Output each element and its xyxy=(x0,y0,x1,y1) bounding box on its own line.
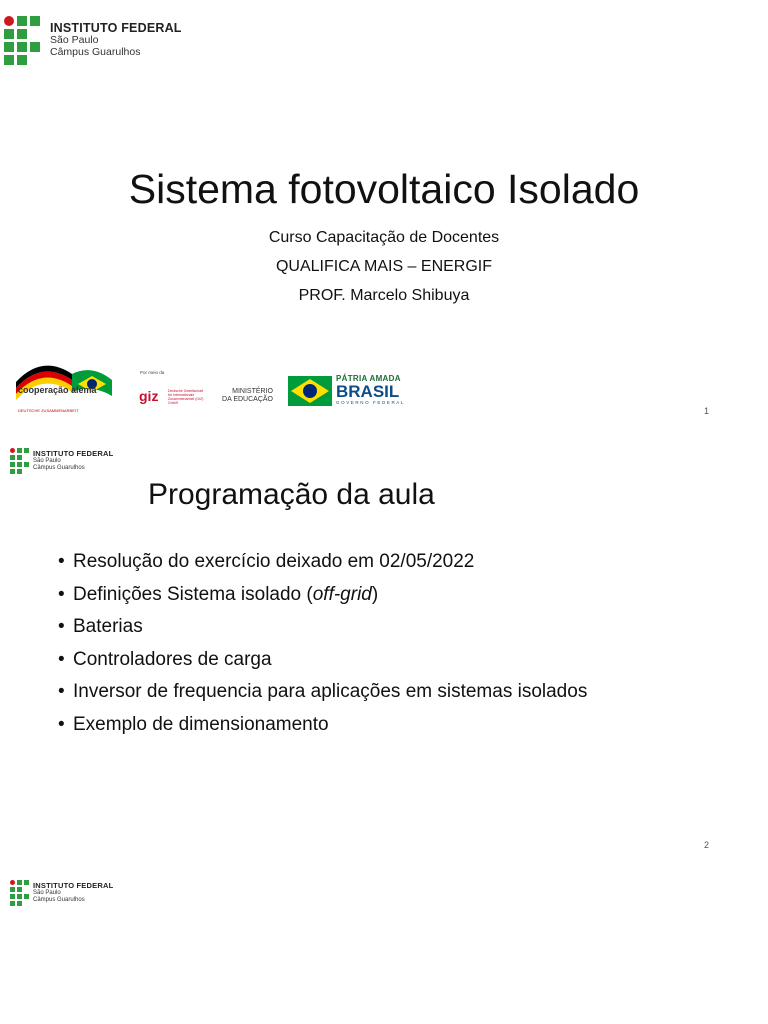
if-logo xyxy=(10,880,113,906)
bullet-list xyxy=(58,546,587,741)
if-logo-campus: Câmpus Guarulhos xyxy=(33,897,85,904)
brasil-main: BRASIL xyxy=(336,382,400,401)
list-item xyxy=(58,644,587,677)
if-logo-campus: Câmpus Guarulhos xyxy=(33,465,85,472)
slide-heading: Programação da aula xyxy=(148,478,435,511)
if-logo-state: São Paulo xyxy=(33,890,61,897)
slide-1 xyxy=(0,0,768,432)
bullet-marker: • xyxy=(58,648,65,670)
bullet-marker: • xyxy=(58,551,65,572)
slide-2 xyxy=(0,432,768,864)
subtitle-line-2: QUALIFICA MAIS – ENERGIF xyxy=(275,258,493,275)
list-item-text: Resolução do exercício deixado em 02/05/2022 xyxy=(73,551,475,572)
bullet-marker: • xyxy=(58,616,65,637)
bullet-marker: • xyxy=(58,583,65,605)
if-logo-mark xyxy=(4,16,40,64)
por-meio-label: Por meio da xyxy=(140,370,165,375)
brasil-top: PÁTRIA AMADA xyxy=(336,374,401,383)
slide-number-2: 2 xyxy=(703,840,709,850)
list-item-text: Definições Sistema isolado ( xyxy=(73,583,313,605)
list-item-text: Exemplo de dimensionamento xyxy=(73,713,329,735)
patria-amada-brasil-logo xyxy=(336,374,405,405)
subtitle-line-1: Curso Capacitação de Docentes xyxy=(268,229,500,246)
list-item xyxy=(58,546,587,579)
brazil-flag-icon xyxy=(288,376,332,406)
cooperation-label: cooperação alemã xyxy=(18,385,97,395)
list-item xyxy=(58,709,587,742)
partner-logos xyxy=(8,346,408,422)
bullet-marker: • xyxy=(58,713,65,735)
cooperation-sub: DEUTSCHE ZUSAMMENARBEIT xyxy=(18,408,79,413)
list-item-text: Controladores de carga xyxy=(73,648,272,670)
if-logo-state: São Paulo xyxy=(50,34,99,47)
subtitle-line-3: PROF. Marcelo Shibuya xyxy=(298,287,470,304)
if-logo-campus: Câmpus Guarulhos xyxy=(50,46,141,58)
list-item-text: Inversor de frequencia para aplicações em sistemas isolados xyxy=(73,681,588,702)
list-item xyxy=(58,611,587,644)
giz-sub: Deutsche Gesellschaft für Internationale Zusammenarbeit (GIZ) GmbH xyxy=(168,389,204,405)
brasil-sub: GOVERNO FEDERAL xyxy=(336,400,406,405)
slide-number-1: 1 xyxy=(703,406,709,416)
slide-3 xyxy=(0,864,768,1024)
list-item xyxy=(58,579,587,612)
if-logo xyxy=(10,448,113,474)
giz-logo: giz xyxy=(139,388,159,404)
mec-logo: MINISTÉRIO DA EDUCAÇÃO xyxy=(222,388,273,404)
if-logo-mark xyxy=(10,448,29,474)
if-logo-state: São Paulo xyxy=(33,458,61,465)
if-logo-name: INSTITUTO FEDERAL xyxy=(33,449,114,459)
list-item-text-end: ) xyxy=(371,583,379,605)
list-item xyxy=(58,676,587,709)
slide-title: Sistema fotovoltaico Isolado xyxy=(128,166,640,212)
if-logo-name: INSTITUTO FEDERAL xyxy=(33,881,114,891)
if-logo-mark xyxy=(10,880,29,906)
if-logo-name: INSTITUTO FEDERAL xyxy=(50,21,182,36)
bullet-marker: • xyxy=(58,681,65,702)
list-item-italic: off-grid xyxy=(312,583,372,605)
if-logo xyxy=(4,8,186,72)
list-item-text: Baterias xyxy=(73,616,143,637)
